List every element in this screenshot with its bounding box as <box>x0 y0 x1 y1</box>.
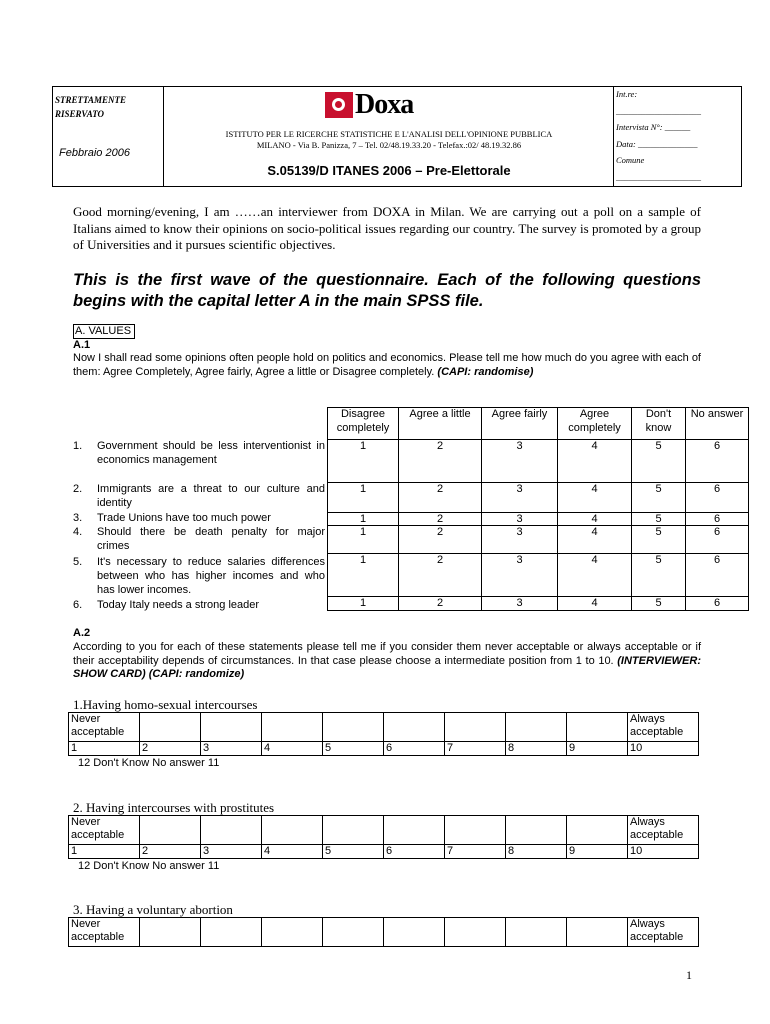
header-agree-a-little: Agree a little <box>399 408 482 440</box>
code-cell[interactable]: 1 <box>328 513 399 526</box>
interview-number-field: Intervista N°: ______ <box>616 122 691 132</box>
item-text: Trade Unions have too much power <box>97 512 271 524</box>
scale-option[interactable]: 10 <box>628 742 699 756</box>
scale-option[interactable]: 3 <box>201 845 262 859</box>
scale-option[interactable]: 5 <box>323 845 384 859</box>
empty-cell <box>323 713 384 742</box>
empty-cell <box>262 918 323 947</box>
empty-cell <box>445 816 506 845</box>
institute-name: ISTITUTO PER LE RICERCHE STATISTICHE E L'ANALISI DELL'OPINIONE PUBBLICA <box>225 129 553 139</box>
institute-address: MILANO - Via B. Panizza, 7 – Tel. 02/48.19.33.20 - Telefax.:02/ 48.19.32.86 <box>256 140 522 150</box>
page-number: 1 <box>686 968 692 982</box>
item-number: 3. <box>73 512 83 524</box>
code-cell[interactable]: 6 <box>686 597 749 611</box>
scale-table-3 <box>68 917 699 947</box>
code-cell[interactable]: 6 <box>686 440 749 483</box>
scale-option[interactable]: 6 <box>384 742 445 756</box>
scale-option[interactable]: 8 <box>506 742 567 756</box>
code-cell[interactable]: 2 <box>399 513 482 526</box>
confidential-line-2: RISERVATO <box>55 109 105 119</box>
scale-option[interactable]: 10 <box>628 845 699 859</box>
table-row <box>328 597 749 611</box>
scale-option[interactable]: 3 <box>201 742 262 756</box>
a2-instructions: According to you for each of these statements please tell me if you consider them never acceptable or always acceptable or if their acceptability depends of circumstances. In that case please choose a intermediate position from 1 to 10. <box>73 641 701 667</box>
empty-cell <box>140 918 201 947</box>
empty-cell <box>567 816 628 845</box>
empty-cell <box>140 816 201 845</box>
header-dont-know: Don't know <box>632 408 686 440</box>
scale-option[interactable]: 2 <box>140 742 201 756</box>
scale-option[interactable]: 7 <box>445 742 506 756</box>
confidential-label <box>55 93 126 121</box>
code-cell[interactable]: 3 <box>482 554 558 597</box>
scale-question-2-title: 2. Having intercourses with prostitutes <box>73 800 275 815</box>
scale-option[interactable]: 1 <box>69 742 140 756</box>
header-box <box>52 86 742 187</box>
code-cell[interactable]: 2 <box>399 440 482 483</box>
header-divider-right <box>613 87 614 186</box>
scale-option[interactable]: 8 <box>506 845 567 859</box>
code-cell[interactable]: 5 <box>632 526 686 554</box>
empty-cell <box>445 918 506 947</box>
empty-cell <box>262 713 323 742</box>
scale-option[interactable]: 7 <box>445 845 506 859</box>
code-cell[interactable]: 3 <box>482 440 558 483</box>
doxa-logo-icon <box>325 92 353 118</box>
item-text: Government should be less interventionist in economics management <box>97 440 325 466</box>
never-acceptable-label: Never acceptable <box>69 713 140 742</box>
doxa-logo <box>325 89 413 121</box>
empty-cell <box>323 816 384 845</box>
question-a1-label: A.1 <box>73 339 91 351</box>
empty-cell <box>384 918 445 947</box>
empty-cell <box>201 713 262 742</box>
municipality-field: Comune <box>616 155 645 165</box>
question-a2-label: A.2 <box>73 627 91 639</box>
dont-know-note-1: 12 Don't Know No answer 11 <box>78 757 220 769</box>
code-cell[interactable]: 1 <box>328 483 399 513</box>
empty-cell <box>384 816 445 845</box>
dont-know-note-2: 12 Don't Know No answer 11 <box>78 860 220 872</box>
code-cell[interactable]: 4 <box>558 554 632 597</box>
scale-option[interactable]: 9 <box>567 742 628 756</box>
intro-paragraph: Good morning/evening, I am ……an interviewer from DOXA in Milan. We are carrying out a poll on a sample of Italians aimed to know their opinions on socio-political issues regarding our country. The survey is promoted by a group of Universities and it pursues scientific objectives. <box>73 204 701 253</box>
empty-cell <box>384 713 445 742</box>
code-cell[interactable]: 6 <box>686 483 749 513</box>
interview-fields <box>616 89 741 188</box>
code-cell[interactable]: 2 <box>399 526 482 554</box>
always-acceptable-label: Always acceptable <box>628 816 699 845</box>
confidential-line-1: STRETTAMENTE <box>55 95 127 105</box>
code-cell[interactable]: 1 <box>328 526 399 554</box>
scale-option[interactable]: 2 <box>140 845 201 859</box>
scale-table-1 <box>68 712 699 756</box>
scale-table-2 <box>68 815 699 859</box>
header-no-answer: No answer <box>686 408 749 440</box>
doxa-logo-text: Doxa <box>355 89 414 120</box>
a1-response-table <box>327 407 749 611</box>
code-cell[interactable]: 5 <box>632 597 686 611</box>
code-cell[interactable]: 3 <box>482 483 558 513</box>
code-cell[interactable]: 1 <box>328 597 399 611</box>
item-number: 1. <box>73 440 83 452</box>
empty-cell <box>201 816 262 845</box>
empty-cell <box>567 918 628 947</box>
table-row <box>328 513 749 526</box>
item-number: 2. <box>73 483 83 495</box>
code-cell[interactable]: 5 <box>632 513 686 526</box>
item-text: Should there be death penalty for major crimes <box>97 526 325 552</box>
empty-cell <box>445 713 506 742</box>
empty-cell <box>262 816 323 845</box>
code-cell[interactable]: 5 <box>632 483 686 513</box>
scale-option[interactable]: 6 <box>384 845 445 859</box>
never-acceptable-label: Never acceptable <box>69 918 140 947</box>
scale-question-1-title: 1.Having homo-sexual intercourses <box>73 697 258 712</box>
code-cell[interactable]: 6 <box>686 513 749 526</box>
code-cell[interactable]: 3 <box>482 513 558 526</box>
question-a2-text <box>73 641 701 682</box>
empty-cell <box>567 713 628 742</box>
institute-info <box>165 129 613 151</box>
code-cell[interactable]: 5 <box>632 554 686 597</box>
header-disagree-completely: Disagree completely <box>328 408 399 440</box>
table-row <box>328 483 749 513</box>
empty-cell <box>140 713 201 742</box>
scale-question-3-title: 3. Having a voluntary abortion <box>73 902 233 917</box>
item-number: 5. <box>73 556 83 568</box>
empty-cell <box>506 713 567 742</box>
header-divider-left <box>163 87 164 186</box>
table-row <box>328 440 749 483</box>
item-text: Immigrants are a threat to our culture and identity <box>97 483 325 509</box>
scale-option[interactable]: 4 <box>262 845 323 859</box>
header-date: Febbraio 2006 <box>59 147 130 159</box>
code-cell[interactable]: 4 <box>558 526 632 554</box>
a1-capi-note: (CAPI: randomise) <box>437 365 534 378</box>
code-cell[interactable]: 2 <box>399 483 482 513</box>
item-text: It's necessary to reduce salaries differences between who has higher incomes and who has lower incomes. <box>97 556 325 596</box>
item-text: Today Italy needs a strong leader <box>97 599 260 611</box>
empty-cell <box>506 816 567 845</box>
a2-interviewer-note: (INTERVIEWER: SHOW CARD) (CAPI: randomize) <box>73 654 701 680</box>
question-a1-text <box>73 352 701 379</box>
scale-option[interactable]: 1 <box>69 845 140 859</box>
table-row <box>328 526 749 554</box>
survey-code: S.05139/D ITANES 2006 – Pre-Elettorale <box>267 163 511 178</box>
section-values-heading: A. VALUES <box>73 324 135 339</box>
code-cell[interactable]: 4 <box>558 440 632 483</box>
code-cell[interactable]: 3 <box>482 526 558 554</box>
code-cell[interactable]: 4 <box>558 513 632 526</box>
table-row <box>328 554 749 597</box>
code-cell[interactable]: 6 <box>686 526 749 554</box>
header-agree-fairly: Agree fairly <box>482 408 558 440</box>
code-cell[interactable]: 4 <box>558 597 632 611</box>
item-number: 6. <box>73 599 83 611</box>
scale-option[interactable]: 9 <box>567 845 628 859</box>
interviewer-field: Int.re: <box>616 89 638 99</box>
wave-note: This is the first wave of the questionnaire. Each of the following questions begins with the capital letter A in the main SPSS file. <box>73 271 701 310</box>
a1-instructions: Now I shall read some opinions often people hold on politics and economics. Please tell me how much do you agree with each of them: Agree Completely, Agree fairly, Agree a little or Disagree completely. <box>73 352 701 378</box>
code-cell[interactable]: 4 <box>558 483 632 513</box>
empty-cell <box>506 918 567 947</box>
never-acceptable-label: Never acceptable <box>69 816 140 845</box>
scale-option[interactable]: 5 <box>323 742 384 756</box>
code-cell[interactable]: 2 <box>399 597 482 611</box>
always-acceptable-label: Always acceptable <box>628 713 699 742</box>
code-cell[interactable]: 1 <box>328 440 399 483</box>
item-number: 4. <box>73 526 83 538</box>
empty-cell <box>323 918 384 947</box>
interviewer-line: ____________________ <box>616 105 701 116</box>
municipality-line: ____________________ <box>616 171 701 182</box>
code-cell[interactable]: 1 <box>328 554 399 597</box>
code-cell[interactable]: 5 <box>632 440 686 483</box>
header-agree-completely: Agree completely <box>558 408 632 440</box>
always-acceptable-label: Always acceptable <box>628 918 699 947</box>
scale-option[interactable]: 4 <box>262 742 323 756</box>
code-cell[interactable]: 2 <box>399 554 482 597</box>
code-cell[interactable]: 3 <box>482 597 558 611</box>
date-field: Data: ______________ <box>616 138 698 149</box>
empty-cell <box>201 918 262 947</box>
code-cell[interactable]: 6 <box>686 554 749 597</box>
